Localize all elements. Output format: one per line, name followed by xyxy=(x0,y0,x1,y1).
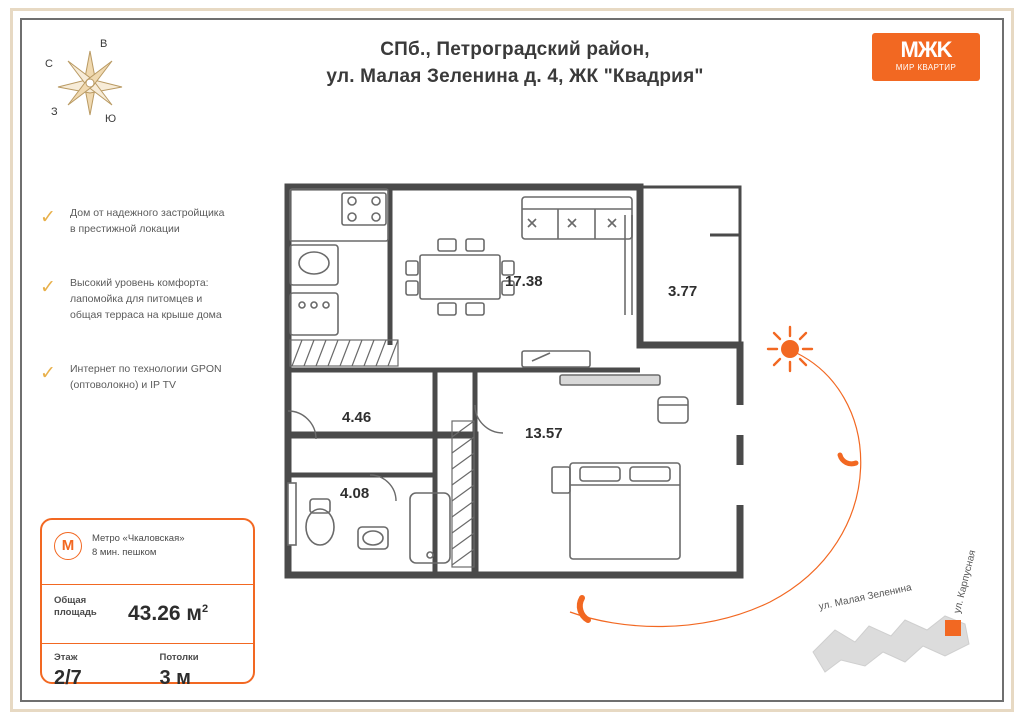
ceiling-block xyxy=(148,644,254,699)
title-line-2: ул. Малая Зеленина д. 4, ЖК "Квадрия" xyxy=(326,66,704,87)
feature-line: Интернет по технологии GPON xyxy=(70,363,222,375)
ceiling-label: Потолки xyxy=(159,652,199,663)
metro-station-name: Метро «Чкаловская» xyxy=(92,533,185,544)
street-label-main: ул. Малая Зеленина xyxy=(817,582,913,613)
feature-text xyxy=(70,361,255,393)
compass-label-west: З xyxy=(51,106,58,118)
brand-logo xyxy=(872,33,980,81)
metro-icon: M xyxy=(54,532,82,560)
total-area-unit: м xyxy=(186,602,202,625)
logo-subtitle: МИР КВАРТИР xyxy=(895,63,957,72)
property-info-card xyxy=(40,518,255,689)
compass-label-north: В xyxy=(100,38,108,50)
total-area-value-wrap xyxy=(128,595,243,628)
compass-label-south: Ю xyxy=(105,113,117,125)
feature-line: лапомойка для питомцев и xyxy=(70,293,203,305)
feature-line: в престижной локации xyxy=(70,223,180,235)
feature-text xyxy=(70,205,255,237)
floor-value: 2/7 xyxy=(54,667,82,689)
compass-label-west-upper: С xyxy=(45,58,53,70)
feature-line: (оптоволокно) и IP TV xyxy=(70,379,177,391)
feature-line: Дом от надежного застройщика xyxy=(70,207,225,219)
check-icon: ✓ xyxy=(40,363,56,384)
feature-text xyxy=(70,275,255,323)
total-area-label xyxy=(54,595,112,619)
logo-mark: MЖK xyxy=(900,37,952,62)
total-area-value: 43.26 xyxy=(128,602,181,625)
page-title xyxy=(255,36,775,90)
room-area-bedroom: 13.57 xyxy=(525,425,563,442)
floor-label: Этаж xyxy=(54,652,78,663)
floor-ceiling-section xyxy=(42,644,253,699)
room-area-balcony: 3.77 xyxy=(668,283,698,300)
feature-line: Высокий уровень комфорта: xyxy=(70,277,209,289)
metro-walk-time: 8 мин. пешком xyxy=(92,547,157,558)
list-item xyxy=(40,205,255,237)
total-area-unit-exponent: 2 xyxy=(201,603,209,615)
list-item xyxy=(40,275,255,323)
check-icon: ✓ xyxy=(40,207,56,228)
floor-block xyxy=(42,644,148,699)
total-area-label-line-2: площадь xyxy=(54,607,97,618)
feature-list xyxy=(40,205,255,431)
room-area-hall: 4.46 xyxy=(342,409,372,426)
street-label-side: ул. Карпусная xyxy=(952,549,979,615)
title-line-1: СПб., Петроградский район, xyxy=(380,39,650,60)
feature-line: общая терраса на крыше дома xyxy=(70,309,222,321)
ceiling-value: 3 м xyxy=(159,667,191,689)
metro-section xyxy=(42,520,253,580)
total-area-label-line-1: Общая xyxy=(54,595,87,606)
compass-rose xyxy=(45,38,155,128)
total-area-section xyxy=(42,585,253,639)
check-icon: ✓ xyxy=(40,277,56,298)
room-area-bathroom: 4.08 xyxy=(340,485,370,502)
list-item xyxy=(40,361,255,393)
room-area-living-kitchen: 17.38 xyxy=(505,273,543,290)
compass-icon xyxy=(45,38,155,128)
